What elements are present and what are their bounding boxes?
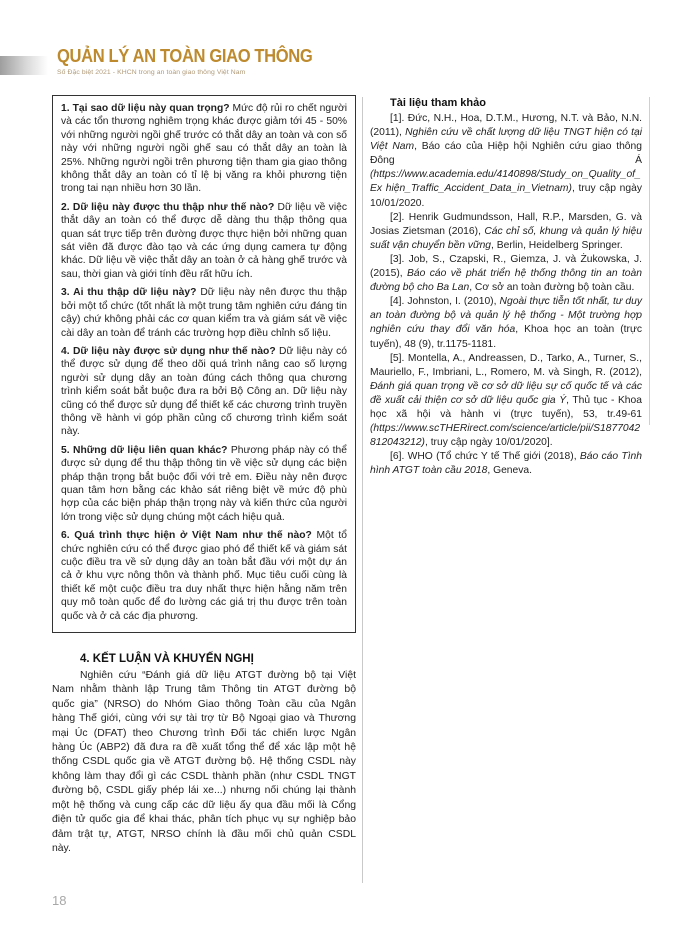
qa-question: 5. Những dữ liệu liên quan khác?: [61, 444, 228, 456]
qa-item: [61, 345, 347, 439]
qa-answer: Mức độ rủi ro chết người và các tổn thương nghiêm trọng khác được giảm tới 45 - 50% với những người ngồi ghế trước có thắt dây an toàn và con số này với những người ngồi ghế sau có thắt dây an toàn là 25%. Những người ngồi trên phương tiện tham gia giao thông không thắt dây an toàn có tỉ lệ bị văng ra khỏi phương tiện trong tai nạn nhiều hơn 30 lần.: [61, 103, 347, 195]
qa-item: [61, 201, 347, 281]
reference-text-segment: , Thủ tục - Khoa học xã hội và hành vi (trực tuyến), 53, tr.49-61: [370, 394, 642, 420]
reference-item: [370, 211, 642, 253]
reference-text-segment: [5]. Montella, A., Andreassen, D., Tarko, A., Turner, S., Mauriello, F., Imbriani, L., Romero, M. và Singh, R. (2012),: [370, 352, 642, 378]
reference-title-segment: Nghiên cứu về chất lượng dữ liệu TNGT hiện có tại Việt Nam: [370, 127, 642, 153]
qa-question: 2. Dữ liệu này được thu thập như thế nào?: [61, 201, 275, 213]
right-column-rule: [649, 97, 650, 425]
reference-title-segment: Đánh giá quan trọng về cơ sở dữ liệu sự cố quốc tế và các đề xuất cải thiện cơ sở dữ liệu quốc gia Ý: [370, 380, 642, 406]
reference-text-segment: [6]. WHO (Tổ chức Y tế Thế giới (2018),: [390, 451, 580, 463]
qa-question: 6. Quá trình thực hiện ở Việt Nam như thế nào?: [61, 530, 312, 542]
reference-item: [370, 352, 642, 451]
reference-title-segment: (https://www.scTHERirect.com/science/article/pii/S1877042812043212): [370, 423, 641, 449]
reference-item: [370, 253, 642, 295]
conclusion-heading: 4. KẾT LUẬN VÀ KHUYẾN NGHỊ: [80, 653, 254, 666]
reference-text-segment: [2]. Henrik Gudmundsson, Hall, R.P., Marsden, G. và Josias Zietsman (2016),: [370, 211, 642, 237]
journal-issue-subtitle: Số Đặc biệt 2021 - KHCN trong an toàn giao thông Việt Nam: [57, 69, 246, 76]
reference-text-segment: , Berlin, Heidelberg Springer.: [491, 239, 623, 251]
page-number: 18: [52, 893, 67, 908]
page-header: [57, 46, 617, 76]
reference-text-segment: [4]. Johnston, I. (2010),: [390, 296, 500, 308]
reference-text-segment: [3]. Job, S., Czapski, R., Giemza, J. và Żukowska, J. (2015),: [370, 253, 642, 280]
reference-text-segment: , truy cập ngày 10/01/2020.: [370, 183, 642, 209]
reference-text-segment: [1]. Đức, N.H., Hoa, D.T.M., Hương, N.T. và Bảo, N.N. (2011),: [370, 113, 642, 139]
reference-item: [370, 450, 642, 478]
qa-item: [61, 529, 347, 623]
qa-item: [61, 286, 347, 340]
reference-title-segment: Ngoài thực tiễn tốt nhất, tư duy an toàn đường bộ và quản lý hệ thống - Một trường hợp nghiên cứu thay đổi văn hóa: [370, 296, 642, 336]
qa-question: 4. Dữ liệu này được sử dụng như thế nào?: [61, 345, 276, 357]
left-column: [52, 95, 356, 856]
header-accent-bar: [0, 56, 48, 75]
reference-text-segment: , Geneva.: [487, 465, 532, 477]
column-divider-rule: [362, 97, 363, 883]
reference-text-segment: , Cơ sở an toàn đường bộ toàn cầu.: [469, 282, 635, 294]
reference-title-segment: (https://www.academia.edu/4140898/Study_on_Quality_of_Ex hiện_Traffic_Accident_Data_in_Vietnam): [370, 169, 641, 195]
reference-text-segment: , truy cập ngày 10/01/2020].: [424, 437, 553, 449]
qa-item: [61, 102, 347, 196]
qa-answer: Dữ liệu này có thể được sử dụng để theo dõi quá trình nâng cao số lượng người sử dụng dây an toàn đúng cách thông qua chương trình kiểm soát bắt buộc đưa ra bởi Bộ Công an. Dữ liệu này cũng có thể được sử dụng để thiết kế các chương trình truyền thông về hành vi góp phần củng cố chương trình kiểm soát này.: [61, 345, 348, 438]
qa-question: 3. Ai thu thập dữ liệu này?: [61, 287, 197, 299]
reference-item: [370, 112, 642, 211]
reference-text-segment: , Báo cáo của Hiệp hội Nghiên cứu giao thông Đông Á: [370, 141, 642, 167]
seatbelt-data-qa-box: [52, 95, 356, 633]
references-heading: Tài liệu tham khảo: [390, 97, 486, 109]
qa-answer: Một tổ chức nghiên cứu có thể được giao phó để thiết kế và giám sát cuộc điều tra về sử dụng dây an toàn bắt đầu với một dự án cả ở khu vực nông thôn và thành phố. Mục tiêu cuối cùng là thiết kế một cuộc điều tra duy nhất thực hiện hằng năm trên quy mô toàn quốc để đo lường các giá trị thu được trên toàn quốc và ở cả các địa phương.: [61, 530, 347, 622]
reference-title-segment: Các chỉ số, khung và quản lý hiệu suất vận chuyển bền vững: [370, 225, 642, 251]
qa-answer: Dữ liệu về việc thắt dây an toàn có thể được dễ dàng thu thập thông qua quan sát trực tiếp trên đường được thực hiện bởi những quan sát viên đã được đào tạo và các ứng dụng camera tự động khác. Dữ liệu về việc thắt dây an toàn ở cả hàng ghế trước và sau, thời gian và giới tính đều rất hữu ích.: [61, 201, 347, 280]
reference-text-segment: , Khoa học an toàn (trực tuyến), 48 (9), tr.1175-1181.: [370, 324, 642, 350]
journal-section-title: QUẢN LÝ AN TOÀN GIAO THÔNG: [57, 46, 313, 66]
reference-item: [370, 295, 642, 351]
qa-answer: Dữ liệu này nên được thu thập bởi một tổ chức (tốt nhất là một trung tâm nghiên cứu đáng tin cậy) chứ không phải các cơ quan kiểm tra và giám sát về việc cài dây an toàn để tránh các trường hợp điều chỉnh số liệu.: [61, 287, 347, 339]
qa-question: 1. Tại sao dữ liệu này quan trọng?: [61, 103, 230, 114]
reference-title-segment: Báo cáo Tình hình ATGT toàn cầu 2018: [370, 451, 643, 477]
references-list: [370, 112, 642, 478]
right-column: [370, 95, 642, 478]
reference-title-segment: Báo cáo về phát triển hệ thống thông tin an toàn đường bộ cho Ba Lan: [370, 268, 642, 294]
qa-answer: Phương pháp này có thể được sử dụng để thu thập thông tin về việc sử dụng các biện pháp thận trọng bắt buộc đối với trẻ em. Điều này nên được quan tâm hơn bằng các khảo sát riêng biệt về mức độ phù hợp của các biện pháp thận trọng này và kiến thức của người lớn trong việc sử dụng chúng một cách hiệu quả.: [61, 444, 347, 523]
conclusion-paragraph: Nghiên cứu “Đánh giá dữ liệu ATGT đường bộ tại Việt Nam nhằm thành lập Trung tâm Thông tin ATGT đường bộ quốc gia” (NRSO) do Nhóm Giao thông Toàn cầu của Ngân hàng Thế giới, cùng với sự tài trợ từ Bộ Ngoại giao và Thương mại Úc (DFAT) theo Chương trình Đối tác chiến lược Ngân hàng Úc (ABP2) đã đưa ra đề xuất tổng thể để xác lập một hệ thống CSDL quốc gia về ATGT đường bộ. Hệ thống CSDL này không làm thay đổi gì các CSDL thành phần (như CSDL TNGT đường bộ, CSDL giấy phép lái xe...) nhưng nối chúng lại thành một hệ thống và cung cấp các dữ liệu ấy qua đầu mối là Cổng điện tử quốc gia để khai thác, phân tích phục vụ sự nghiệp bảo đảm trật tự, ATGT, NRSO chính là đầu mối chủ quản CSDL này.: [52, 670, 356, 854]
qa-item: [61, 444, 347, 524]
